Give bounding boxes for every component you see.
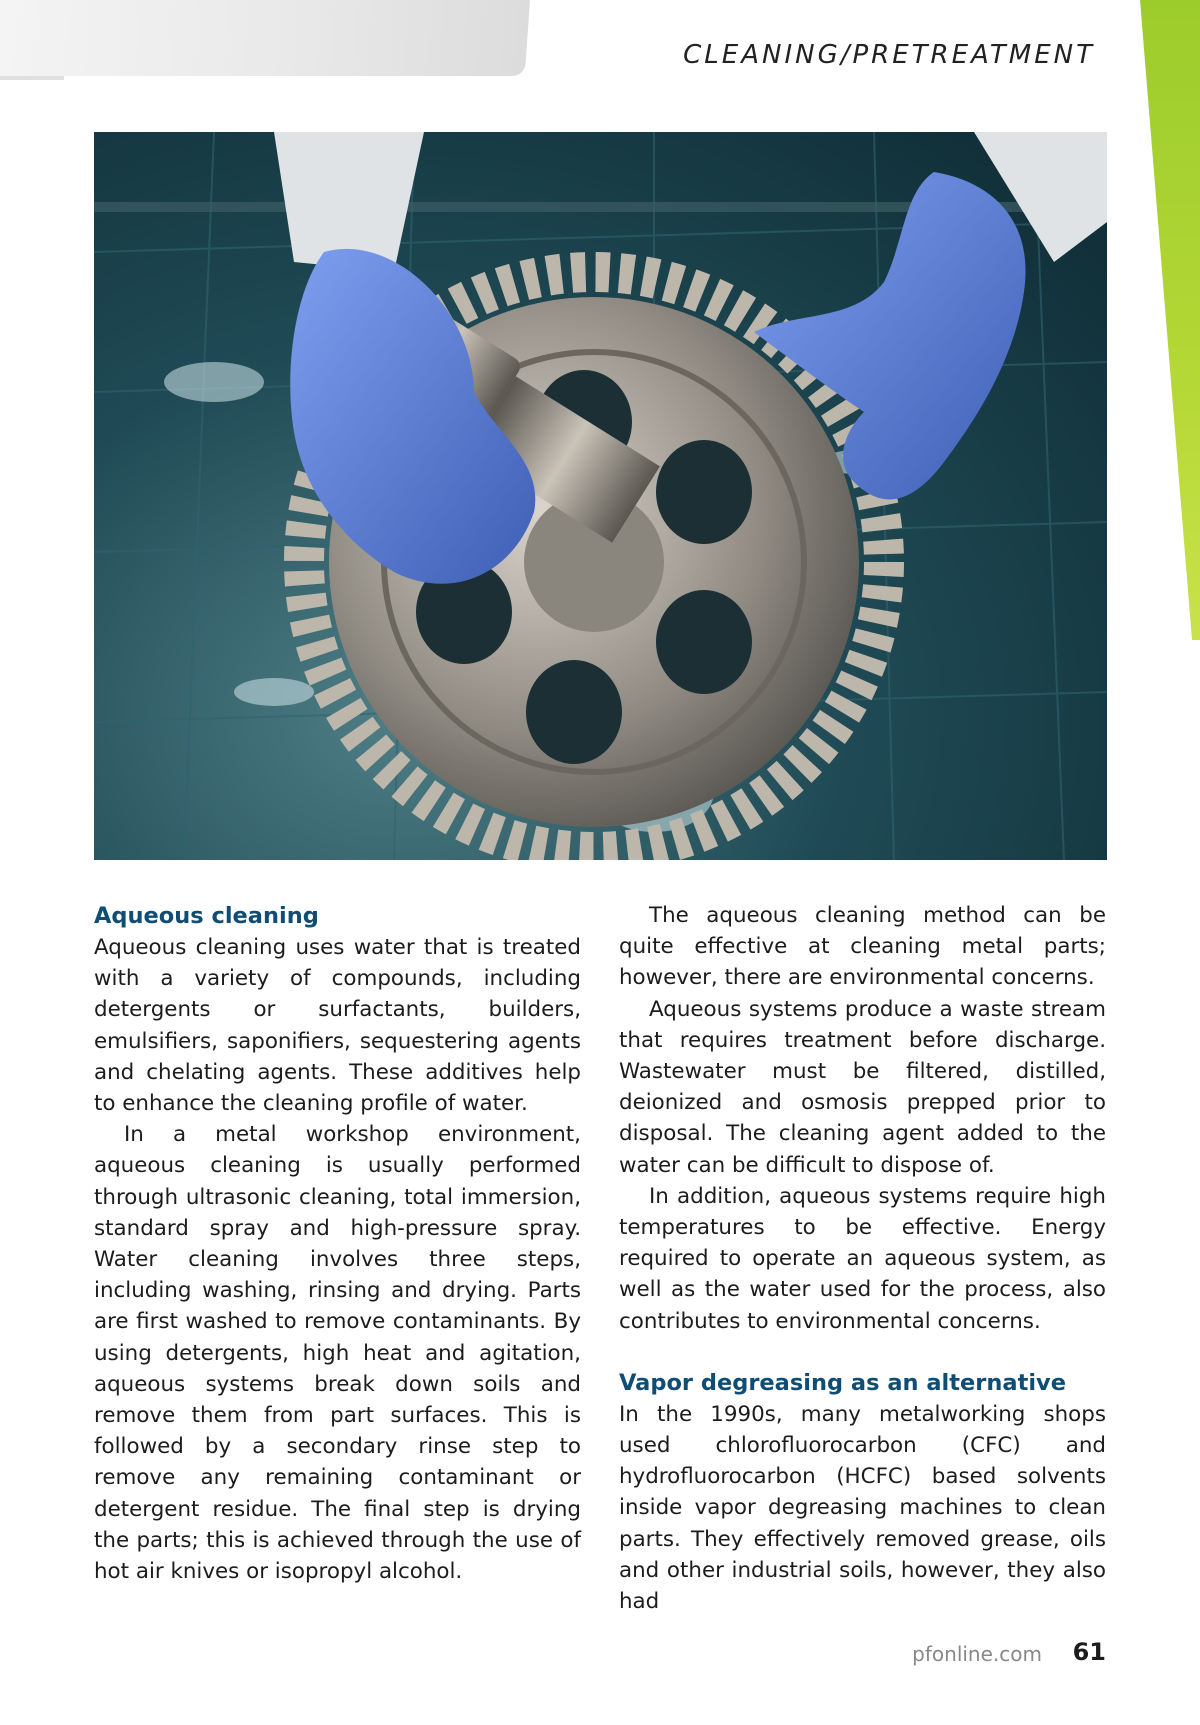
left-column [94,900,581,1587]
paragraph: In the 1990s, many metalworking shops used chlorofluorocarbon (CFC) and hydrofluorocarbon (HCFC) based solvents inside vapor degreasing machines to clean parts. They effectively removed grease, oils and other industrial soils, however, they also had [619,1401,1106,1615]
paragraph: In addition, aqueous systems require high temperatures to be effective. Energy required to operate an aqueous system, as well as the water used for the process, also contributes to environmental concerns. [619,1183,1106,1334]
header-tab-shadow [0,76,64,80]
accent-green-bar [1110,0,1200,640]
heading-aqueous-cleaning: Aqueous cleaning [94,903,319,929]
paragraph: In a metal workshop environment, aqueous cleaning is usually performed through ultrasonic cleaning, total immersion, standard spray and high-pressure spray. Water cleaning involves three steps, including washing, rinsing and drying. Parts are first washed to remove contaminants. By using detergents, high heat and agitation, aqueous systems break down soils and remove them from part surfaces. This is followed by a secondary rinse step to remove any remaining contaminant or detergent residue. The final step is drying the parts; this is achieved through the use of hot air knives or isopropyl alcohol. [94,1122,581,1585]
footer-site: pfonline.com [912,1642,1042,1666]
page-number: 61 [1072,1638,1106,1666]
paragraph: The aqueous cleaning method can be quite effective at cleaning metal parts; however, there are environmental concerns. [619,903,1106,991]
paragraph: Aqueous systems produce a waste stream that requires treatment before discharge. Wastewater must be filtered, distilled, deionized and osmosis prepped prior to disposal. The cleaning agent added to the water can be difficult to dispose of. [619,996,1106,1178]
spacer [619,1337,1106,1367]
heading-vapor-degreasing: Vapor degreasing as an alternative [619,1369,1066,1396]
right-column [619,900,1106,1617]
header-tab [0,0,530,76]
section-title: CLEANING/PRETREATMENT [683,40,1095,70]
paragraph: Aqueous cleaning uses water that is treated with a variety of compounds, including detergents or surfactants, builders, emulsifiers, saponifiers, sequestering agents and chelating agents. These additives help to enhance the cleaning profile of water. [94,935,581,1117]
gear-illustration [94,132,1107,860]
gear-photo [94,132,1107,860]
